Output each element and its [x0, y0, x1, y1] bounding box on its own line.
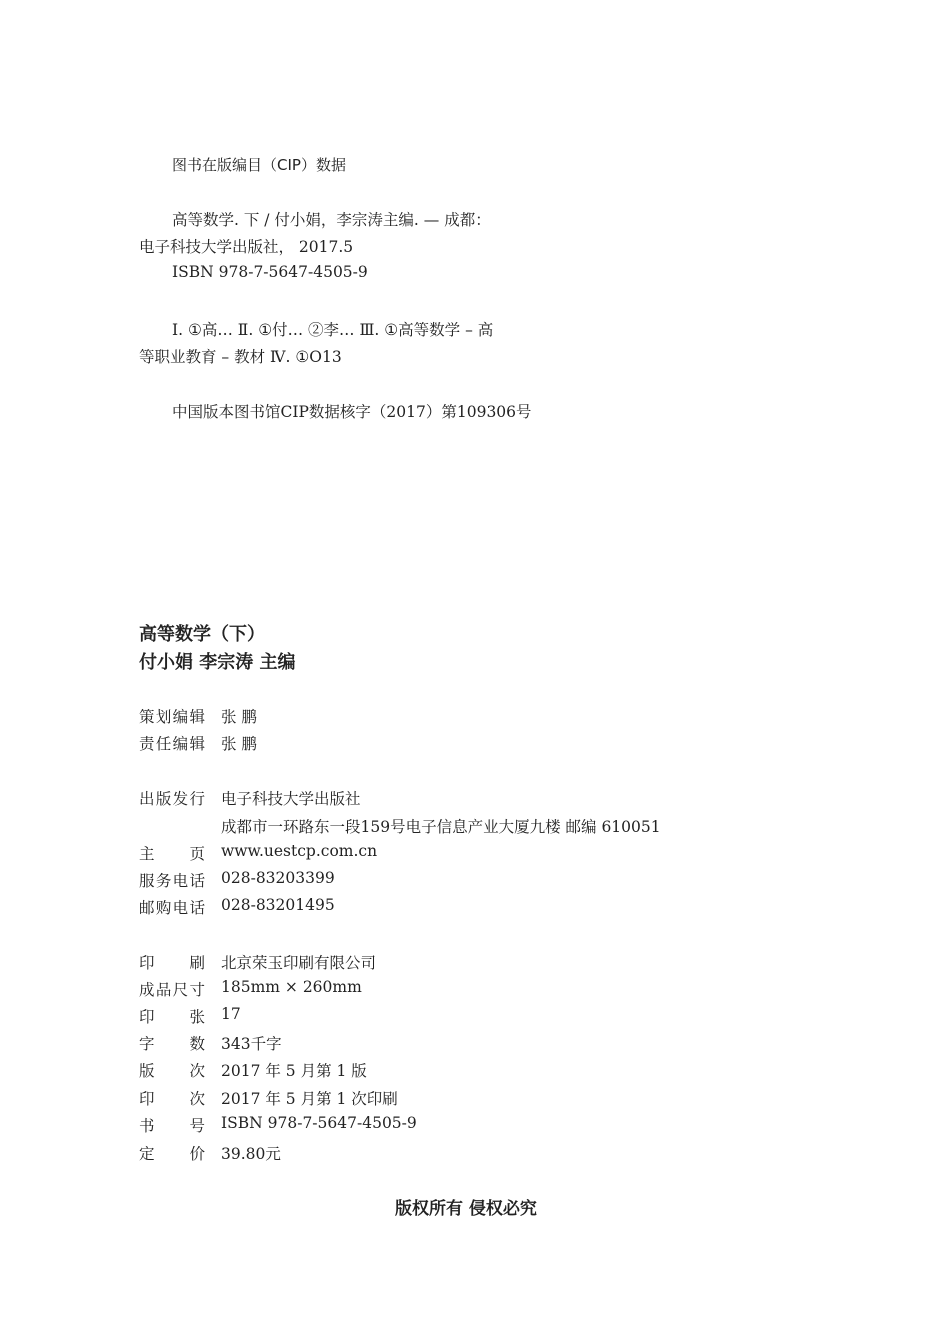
- editor-value: 张 鹏: [221, 735, 257, 753]
- spec-row: [139, 978, 362, 1000]
- book-title: 高等数学（下）: [139, 624, 265, 645]
- spec-value: 2017 年 5 月第 1 版: [221, 1062, 367, 1080]
- spec-label: 字数: [139, 1035, 205, 1053]
- spec-value: 2017 年 5 月第 1 次印刷: [221, 1090, 398, 1108]
- cip-entry-line2: 电子科技大学出版社， 2017.5: [139, 238, 354, 256]
- editor-row: [139, 732, 257, 754]
- spec-label: 印次: [139, 1090, 205, 1108]
- cip-class-line1: Ⅰ. ①高… Ⅱ. ①付… ②李… Ⅲ. ①高等数学 – 高: [172, 321, 494, 339]
- cip-class-line2: 等职业教育 – 教材 Ⅳ. ①O13: [139, 348, 342, 366]
- spec-value: 185mm × 260mm: [221, 978, 362, 996]
- editor-value: 张 鹏: [221, 708, 257, 726]
- spec-value: 北京荣玉印刷有限公司: [221, 954, 377, 972]
- copyright-notice: 版权所有 侵权必究: [395, 1199, 537, 1219]
- spec-value: ISBN 978-7-5647-4505-9: [221, 1114, 417, 1132]
- spec-label: 版次: [139, 1062, 205, 1080]
- mail-order-phone-label: 邮购电话: [139, 899, 205, 917]
- editor-row: [139, 705, 257, 727]
- book-authors: 付小娟 李宗涛 主编: [139, 652, 296, 673]
- spec-label: 印刷: [139, 954, 205, 972]
- spec-label: 成品尺寸: [139, 981, 205, 999]
- cip-entry-line1: 高等数学. 下 / 付小娟，李宗涛主编. — 成都：: [172, 211, 491, 229]
- publisher-address: 成都市一环路东一段159号电子信息产业大厦九楼 邮编 610051: [221, 818, 661, 836]
- cip-approval: 中国版本图书馆CIP数据核字（2017）第109306号: [172, 403, 532, 421]
- homepage-row: [139, 842, 378, 864]
- publisher-name: 电子科技大学出版社: [221, 790, 361, 808]
- spec-value: 17: [221, 1005, 241, 1023]
- publisher-row: [139, 787, 361, 809]
- spec-row: [139, 1059, 367, 1081]
- homepage-url[interactable]: www.uestcp.com.cn: [221, 842, 378, 860]
- spec-value: 343千字: [221, 1035, 282, 1053]
- publisher-label: 出版发行: [139, 790, 205, 808]
- spec-row: [139, 1114, 417, 1136]
- mail-order-phone-row: [139, 896, 335, 918]
- mail-order-phone-value: 028-83201495: [221, 896, 335, 914]
- cip-heading: 图书在版编目（CIP）数据: [172, 156, 346, 174]
- cip-isbn: ISBN 978-7-5647-4505-9: [172, 263, 368, 281]
- spec-row: [139, 1005, 241, 1027]
- spec-row: [139, 1032, 282, 1054]
- service-phone-value: 028-83203399: [221, 869, 335, 887]
- spec-label: 定价: [139, 1145, 205, 1163]
- editor-label: 策划编辑: [139, 708, 205, 726]
- spec-label: 书号: [139, 1117, 205, 1135]
- spec-row: [139, 951, 377, 973]
- service-phone-label: 服务电话: [139, 872, 205, 890]
- service-phone-row: [139, 869, 335, 891]
- spec-value: 39.80元: [221, 1145, 281, 1163]
- spec-label: 印张: [139, 1008, 205, 1026]
- editor-label: 责任编辑: [139, 735, 205, 753]
- spec-row: [139, 1087, 398, 1109]
- spec-row: [139, 1142, 281, 1164]
- homepage-label: 主页: [139, 845, 205, 863]
